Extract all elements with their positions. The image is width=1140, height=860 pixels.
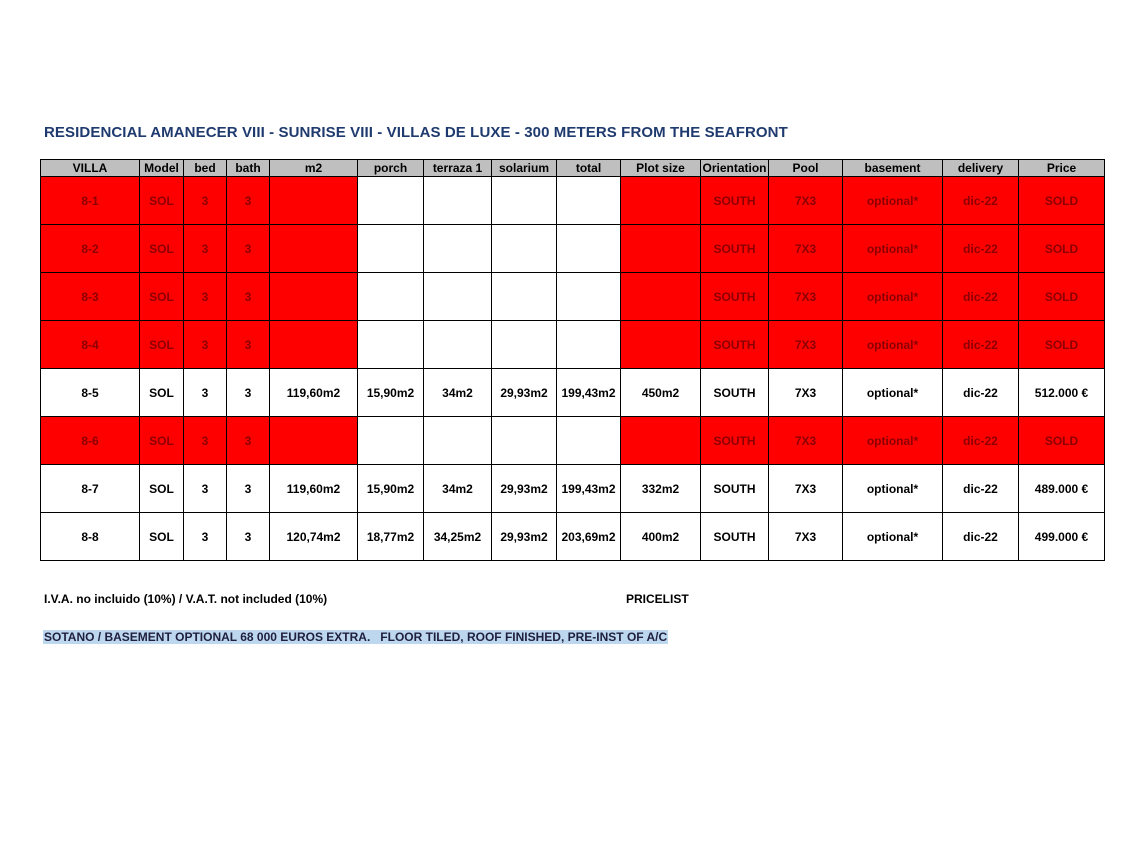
table-row bbox=[41, 225, 1105, 273]
basement-cell: optional* bbox=[843, 513, 943, 561]
table-row bbox=[41, 369, 1105, 417]
page-title: RESIDENCIAL AMANECER VIII - SUNRISE VIII - VILLAS DE LUXE - 300 METERS FROM THE SEAFRONT bbox=[44, 124, 788, 141]
porch-cell: 15,90m2 bbox=[358, 369, 424, 417]
column-header: porch bbox=[358, 160, 424, 177]
solarium-cell: 29,93m2 bbox=[492, 513, 557, 561]
model-cell: SOL bbox=[140, 273, 184, 321]
m2-cell: 120,74m2 bbox=[270, 513, 358, 561]
terraza-cell bbox=[424, 273, 492, 321]
model-cell: SOL bbox=[140, 465, 184, 513]
column-header: Model bbox=[140, 160, 184, 177]
porch-cell: 18,77m2 bbox=[358, 513, 424, 561]
column-header: basement bbox=[843, 160, 943, 177]
porch-cell bbox=[358, 177, 424, 225]
m2-cell: 119,60m2 bbox=[270, 465, 358, 513]
delivery-cell: dic-22 bbox=[943, 177, 1019, 225]
delivery-cell: dic-22 bbox=[943, 321, 1019, 369]
bed-cell: 3 bbox=[184, 177, 227, 225]
price-cell: SOLD bbox=[1019, 321, 1105, 369]
bath-cell: 3 bbox=[227, 417, 270, 465]
plot-size-cell: 400m2 bbox=[621, 513, 701, 561]
column-header: solarium bbox=[492, 160, 557, 177]
delivery-cell: dic-22 bbox=[943, 369, 1019, 417]
column-header: Pool bbox=[769, 160, 843, 177]
pool-cell: 7X3 bbox=[769, 321, 843, 369]
total-cell: 199,43m2 bbox=[557, 465, 621, 513]
total-cell bbox=[557, 177, 621, 225]
solarium-cell bbox=[492, 273, 557, 321]
bed-cell: 3 bbox=[184, 417, 227, 465]
orientation-cell: SOUTH bbox=[701, 417, 769, 465]
plot-size-cell: 332m2 bbox=[621, 465, 701, 513]
total-cell bbox=[557, 321, 621, 369]
bath-cell: 3 bbox=[227, 321, 270, 369]
pricelist-table bbox=[40, 159, 1105, 561]
villa-cell: 8-2 bbox=[41, 225, 140, 273]
bed-cell: 3 bbox=[184, 465, 227, 513]
model-cell: SOL bbox=[140, 417, 184, 465]
bed-cell: 3 bbox=[184, 369, 227, 417]
pool-cell: 7X3 bbox=[769, 417, 843, 465]
model-cell: SOL bbox=[140, 225, 184, 273]
pool-cell: 7X3 bbox=[769, 225, 843, 273]
villa-cell: 8-1 bbox=[41, 177, 140, 225]
column-header: terraza 1 bbox=[424, 160, 492, 177]
column-header: m2 bbox=[270, 160, 358, 177]
total-cell bbox=[557, 417, 621, 465]
porch-cell: 15,90m2 bbox=[358, 465, 424, 513]
porch-cell bbox=[358, 273, 424, 321]
price-cell: SOLD bbox=[1019, 417, 1105, 465]
vat-note: I.V.A. no incluido (10%) / V.A.T. not included (10%) bbox=[44, 592, 328, 606]
delivery-cell: dic-22 bbox=[943, 465, 1019, 513]
villa-cell: 8-4 bbox=[41, 321, 140, 369]
plot-size-cell bbox=[621, 321, 701, 369]
pool-cell: 7X3 bbox=[769, 513, 843, 561]
plot-size-cell bbox=[621, 177, 701, 225]
m2-cell bbox=[270, 273, 358, 321]
pool-cell: 7X3 bbox=[769, 465, 843, 513]
solarium-cell bbox=[492, 177, 557, 225]
orientation-cell: SOUTH bbox=[701, 321, 769, 369]
terraza-cell bbox=[424, 177, 492, 225]
bed-cell: 3 bbox=[184, 321, 227, 369]
table-header-row bbox=[41, 160, 1105, 177]
solarium-cell bbox=[492, 321, 557, 369]
terraza-cell: 34m2 bbox=[424, 465, 492, 513]
pool-cell: 7X3 bbox=[769, 177, 843, 225]
basement-cell: optional* bbox=[843, 465, 943, 513]
column-header: bed bbox=[184, 160, 227, 177]
m2-cell bbox=[270, 177, 358, 225]
total-cell bbox=[557, 225, 621, 273]
terraza-cell: 34,25m2 bbox=[424, 513, 492, 561]
bath-cell: 3 bbox=[227, 273, 270, 321]
price-cell: 512.000 € bbox=[1019, 369, 1105, 417]
solarium-cell: 29,93m2 bbox=[492, 465, 557, 513]
column-header: bath bbox=[227, 160, 270, 177]
villa-cell: 8-3 bbox=[41, 273, 140, 321]
table-body bbox=[41, 177, 1105, 561]
basement-cell: optional* bbox=[843, 417, 943, 465]
orientation-cell: SOUTH bbox=[701, 513, 769, 561]
basement-cell: optional* bbox=[843, 369, 943, 417]
orientation-cell: SOUTH bbox=[701, 225, 769, 273]
villa-cell: 8-6 bbox=[41, 417, 140, 465]
bed-cell: 3 bbox=[184, 273, 227, 321]
orientation-cell: SOUTH bbox=[701, 177, 769, 225]
plot-size-cell bbox=[621, 225, 701, 273]
solarium-cell: 29,93m2 bbox=[492, 369, 557, 417]
price-cell: 499.000 € bbox=[1019, 513, 1105, 561]
m2-cell bbox=[270, 417, 358, 465]
column-header: VILLA bbox=[41, 160, 140, 177]
orientation-cell: SOUTH bbox=[701, 273, 769, 321]
model-cell: SOL bbox=[140, 369, 184, 417]
table-row bbox=[41, 177, 1105, 225]
price-cell: SOLD bbox=[1019, 273, 1105, 321]
pool-cell: 7X3 bbox=[769, 369, 843, 417]
price-cell: 489.000 € bbox=[1019, 465, 1105, 513]
price-cell: SOLD bbox=[1019, 177, 1105, 225]
basement-cell: optional* bbox=[843, 321, 943, 369]
porch-cell bbox=[358, 225, 424, 273]
bath-cell: 3 bbox=[227, 225, 270, 273]
pricelist-label: PRICELIST bbox=[626, 592, 689, 606]
solarium-cell bbox=[492, 417, 557, 465]
villa-cell: 8-8 bbox=[41, 513, 140, 561]
table-row bbox=[41, 273, 1105, 321]
plot-size-cell: 450m2 bbox=[621, 369, 701, 417]
total-cell: 203,69m2 bbox=[557, 513, 621, 561]
price-cell: SOLD bbox=[1019, 225, 1105, 273]
column-header: Orientation bbox=[702, 161, 767, 175]
delivery-cell: dic-22 bbox=[943, 225, 1019, 273]
column-header: Plot size bbox=[621, 160, 701, 177]
terraza-cell bbox=[424, 321, 492, 369]
orientation-cell: SOUTH bbox=[701, 465, 769, 513]
porch-cell bbox=[358, 417, 424, 465]
solarium-cell bbox=[492, 225, 557, 273]
delivery-cell: dic-22 bbox=[943, 417, 1019, 465]
column-header: delivery bbox=[943, 160, 1019, 177]
basement-note: SOTANO / BASEMENT OPTIONAL 68 000 EUROS EXTRA. FLOOR TILED, ROOF FINISHED, PRE-INST OF A/C bbox=[44, 630, 668, 644]
table-row bbox=[41, 465, 1105, 513]
bed-cell: 3 bbox=[184, 513, 227, 561]
delivery-cell: dic-22 bbox=[943, 513, 1019, 561]
table-row bbox=[41, 513, 1105, 561]
terraza-cell bbox=[424, 417, 492, 465]
basement-cell: optional* bbox=[843, 273, 943, 321]
basement-cell: optional* bbox=[843, 225, 943, 273]
villa-cell: 8-5 bbox=[41, 369, 140, 417]
bath-cell: 3 bbox=[227, 465, 270, 513]
plot-size-cell bbox=[621, 273, 701, 321]
bath-cell: 3 bbox=[227, 513, 270, 561]
bath-cell: 3 bbox=[227, 369, 270, 417]
total-cell bbox=[557, 273, 621, 321]
m2-cell bbox=[270, 225, 358, 273]
terraza-cell: 34m2 bbox=[424, 369, 492, 417]
terraza-cell bbox=[424, 225, 492, 273]
table-row bbox=[41, 321, 1105, 369]
m2-cell bbox=[270, 321, 358, 369]
delivery-cell: dic-22 bbox=[943, 273, 1019, 321]
table-row bbox=[41, 417, 1105, 465]
pool-cell: 7X3 bbox=[769, 273, 843, 321]
column-header: Price bbox=[1019, 160, 1105, 177]
plot-size-cell bbox=[621, 417, 701, 465]
bath-cell: 3 bbox=[227, 177, 270, 225]
model-cell: SOL bbox=[140, 177, 184, 225]
porch-cell bbox=[358, 321, 424, 369]
total-cell: 199,43m2 bbox=[557, 369, 621, 417]
villa-cell: 8-7 bbox=[41, 465, 140, 513]
model-cell: SOL bbox=[140, 321, 184, 369]
bed-cell: 3 bbox=[184, 225, 227, 273]
column-header: total bbox=[557, 160, 621, 177]
m2-cell: 119,60m2 bbox=[270, 369, 358, 417]
basement-cell: optional* bbox=[843, 177, 943, 225]
orientation-cell: SOUTH bbox=[701, 369, 769, 417]
model-cell: SOL bbox=[140, 513, 184, 561]
